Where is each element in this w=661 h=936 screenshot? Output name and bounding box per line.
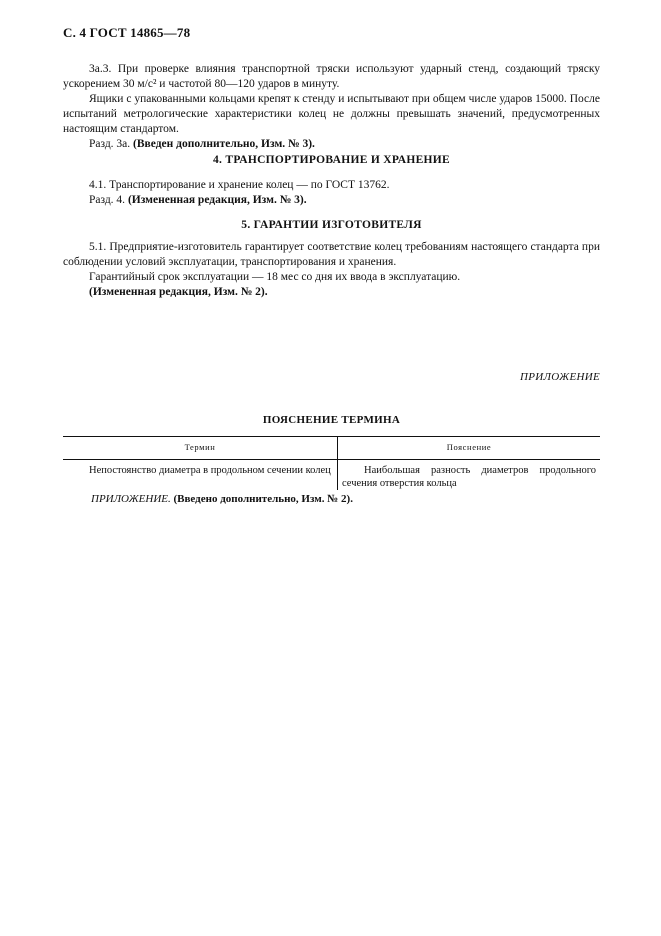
table-title: ПОЯСНЕНИЕ ТЕРМИНА <box>262 414 401 426</box>
appendix-note <box>63 493 600 505</box>
section-3a-note <box>63 137 600 152</box>
table-header-row <box>63 437 600 460</box>
paragraph-5-1: 5.1. Предприятие-изготовитель гарантирует соответствие колец требованиям настоящего стандарта при соблюдении условий эксплуатации, транспортирования и хранения. <box>63 241 600 268</box>
paragraph-boxes: Ящики с упакованными кольцами крепят к стенду и испытывают при общем числе ударов 15000. После испытаний метрологические характеристики колец не должны превышать значений, предусмотренных настоящим стандартом. <box>63 93 600 135</box>
explanation-cell <box>338 460 601 491</box>
section-4-note <box>63 193 600 208</box>
term-text: Непостоянство диаметра в продольном сечении колец <box>89 465 331 476</box>
page-header: С. 4 ГОСТ 14865—78 <box>63 25 191 40</box>
section-4-heading: 4. ТРАНСПОРТИРОВАНИЕ И ХРАНЕНИЕ <box>213 154 450 166</box>
appendix-label: ПРИЛОЖЕНИЕ <box>520 371 600 383</box>
section-5 <box>63 240 600 300</box>
column-header-explanation: Пояснение <box>338 437 601 460</box>
column-header-term: Термин <box>63 437 338 460</box>
appendix-note-bold: (Введено дополнительно, Изм. № 2). <box>173 493 353 505</box>
note-bold: (Измененная редакция, Изм. № 3). <box>127 194 307 206</box>
section-4 <box>63 178 600 208</box>
section-5-note: (Измененная редакция, Изм. № 2). <box>89 286 268 298</box>
paragraph-3a-3: 3а.3. При проверке влияния транспортной тряски используют ударный стенд, создающий тряску ускорением 30 м/с² и частотой 80—120 ударов в минуту. <box>63 63 600 90</box>
note-prefix: Разд. 3а. <box>89 138 131 150</box>
term-cell <box>63 460 338 491</box>
table-row <box>63 460 600 491</box>
explanation-text: Наибольшая разность диаметров продольного сечения отверстия кольца <box>342 465 596 489</box>
terms-table <box>63 436 600 490</box>
note-prefix: Разд. 4. <box>89 194 126 206</box>
paragraph-warranty: Гарантийный срок эксплуатации — 18 мес со дня их ввода в эксплуатацию. <box>89 271 461 283</box>
note-bold: (Введен дополнительно, Изм. № 3). <box>133 138 315 150</box>
paragraph-4-1: 4.1. Транспортирование и хранение колец — по ГОСТ 13762. <box>89 179 390 191</box>
section-3a <box>63 62 600 152</box>
appendix-note-italic: ПРИЛОЖЕНИЕ. <box>91 493 171 505</box>
section-5-heading: 5. ГАРАНТИИ ИЗГОТОВИТЕЛЯ <box>241 219 422 231</box>
